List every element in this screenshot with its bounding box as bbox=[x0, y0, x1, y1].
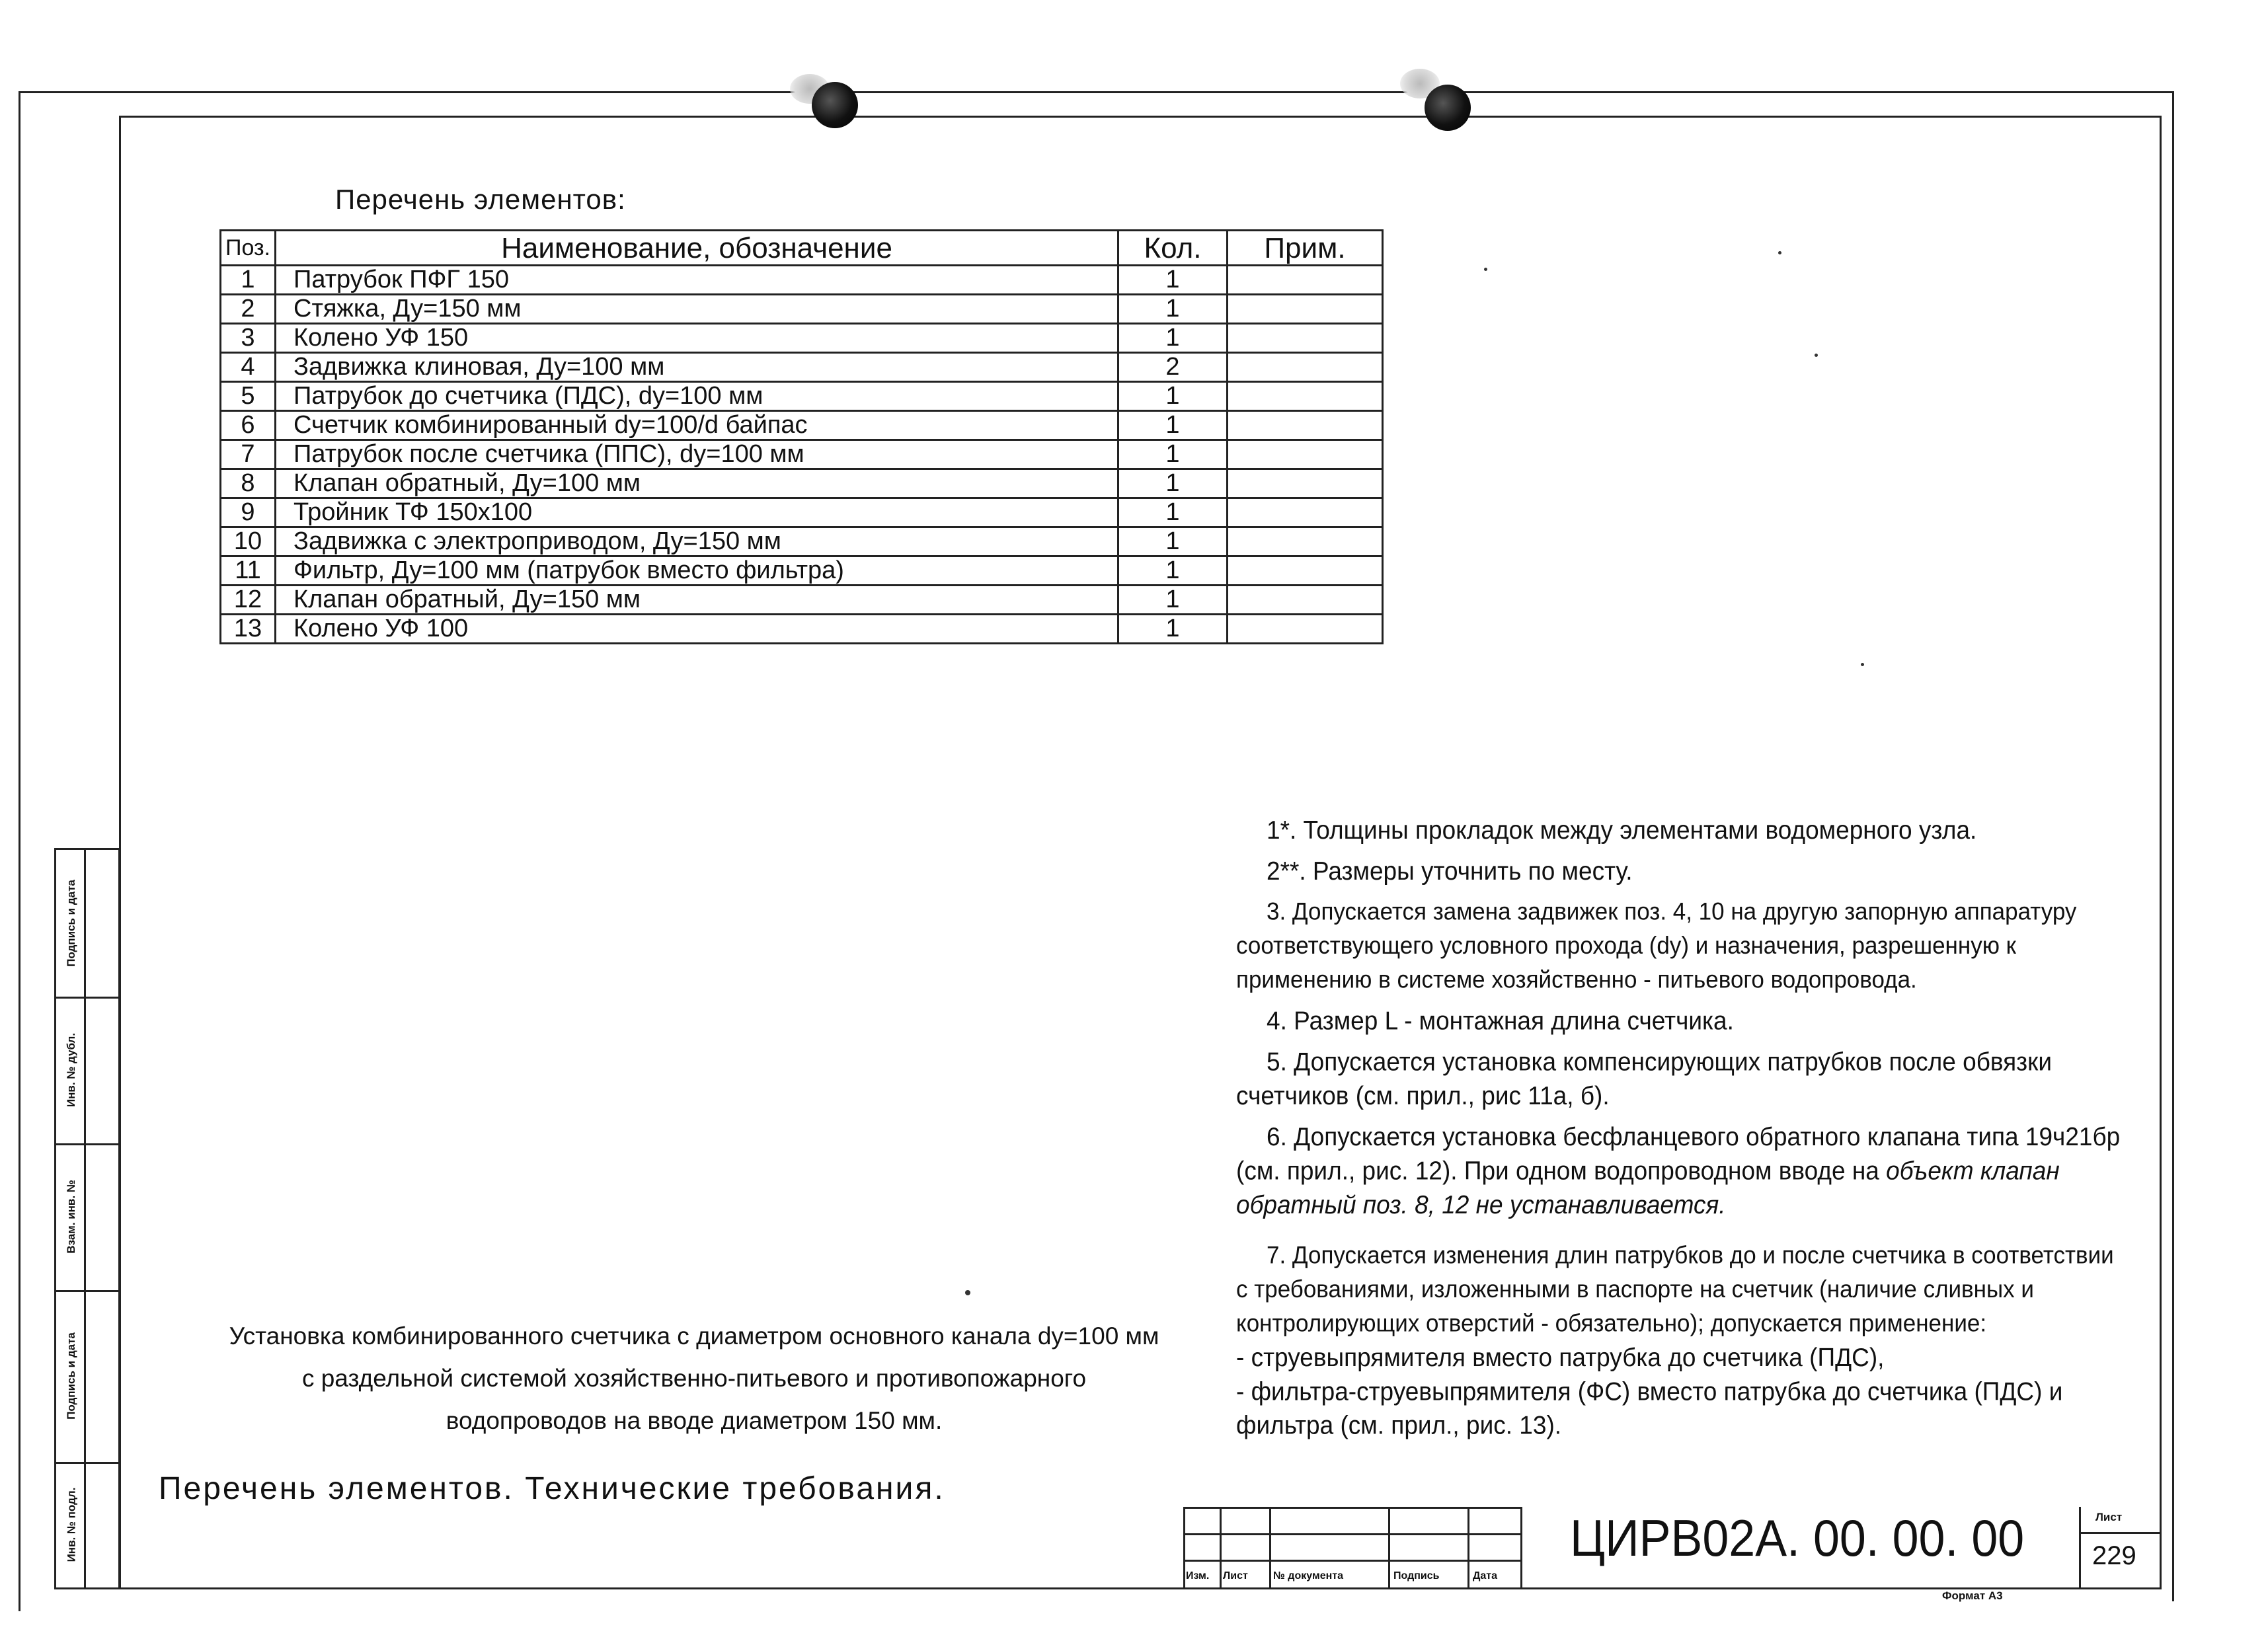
requirement-3: 3. Допускается замена задвижек поз. 4, 10 на другую запорную аппаратуру соответствующего условного прохода (dy) и назначения, разрешенную к применению в системе хозяйственно - питьевого водопровода. bbox=[1236, 898, 2077, 993]
sheet-title: Перечень элементов. Технические требования. bbox=[159, 1471, 945, 1506]
tb-rule bbox=[1183, 1507, 1185, 1589]
table-row bbox=[221, 469, 1383, 498]
tb-rule bbox=[1467, 1507, 1469, 1589]
cell-qty: 2 bbox=[1118, 353, 1228, 382]
table-row bbox=[221, 353, 1383, 382]
cell-note bbox=[1228, 353, 1383, 382]
pushpin-left-icon bbox=[812, 82, 858, 128]
outer-frame-left-edge bbox=[19, 91, 20, 1611]
scan-speck bbox=[965, 1290, 970, 1295]
requirement-7-option-1: - струевыпрямителя вместо патрубка до счетчика (ПДС), bbox=[1236, 1343, 1885, 1372]
cell-qty: 1 bbox=[1118, 469, 1228, 498]
tb-rule bbox=[1269, 1507, 1271, 1589]
side-label bbox=[59, 1143, 84, 1290]
table-header-row bbox=[221, 231, 1383, 266]
side-label bbox=[59, 1462, 84, 1587]
cell-note bbox=[1228, 615, 1383, 644]
tb-rule bbox=[2079, 1532, 2162, 1534]
scan-speck bbox=[1484, 268, 1487, 271]
format-label: Формат А3 bbox=[1942, 1589, 2003, 1602]
cell-pos: 10 bbox=[221, 527, 276, 556]
side-divider bbox=[84, 850, 86, 997]
scan-speck bbox=[1861, 663, 1864, 666]
scan-speck bbox=[1815, 354, 1818, 357]
tb-rule bbox=[1183, 1533, 1520, 1535]
cell-note bbox=[1228, 527, 1383, 556]
cell-pos: 4 bbox=[221, 353, 276, 382]
cell-qty: 1 bbox=[1118, 266, 1228, 295]
cell-name: Патрубок до счетчика (ПДС), dy=100 мм bbox=[276, 382, 1118, 411]
table-row bbox=[221, 324, 1383, 353]
side-label-text: Инв. № дубл. bbox=[65, 1032, 77, 1108]
caption-line-2: с раздельной системой хозяйственно-питьевого и противопожарного bbox=[301, 1365, 1087, 1392]
side-label bbox=[59, 850, 84, 997]
requirement-7: 7. Допускается изменения длин патрубков до и после счетчика в соответствии с требованиями, изложенными в паспорте на счетчик (наличие сливных и контролирующих отверстий - обязательно); допускается применение: bbox=[1236, 1241, 2114, 1337]
cell-note bbox=[1228, 586, 1383, 615]
cell-pos: 3 bbox=[221, 324, 276, 353]
side-stamp-strip bbox=[54, 848, 120, 1589]
cell-note bbox=[1228, 295, 1383, 324]
side-cell-vzam-inv bbox=[56, 1143, 118, 1292]
tb-col-izm: Изм. bbox=[1186, 1570, 1210, 1582]
cell-qty: 1 bbox=[1118, 295, 1228, 324]
requirement-7-options bbox=[1236, 1340, 2122, 1442]
table-row bbox=[221, 440, 1383, 469]
table-row bbox=[221, 266, 1383, 295]
cell-pos: 12 bbox=[221, 586, 276, 615]
cell-qty: 1 bbox=[1118, 556, 1228, 586]
cell-qty: 1 bbox=[1118, 498, 1228, 527]
sheet-number: 229 bbox=[2092, 1541, 2136, 1570]
side-divider bbox=[84, 1290, 86, 1462]
cell-note bbox=[1228, 469, 1383, 498]
table-row bbox=[221, 527, 1383, 556]
cell-qty: 1 bbox=[1118, 440, 1228, 469]
requirement-2: 2**. Размеры уточнить по месту. bbox=[1267, 857, 1633, 886]
cell-pos: 7 bbox=[221, 440, 276, 469]
tb-rule bbox=[1388, 1507, 1390, 1589]
table-body bbox=[221, 266, 1383, 644]
table-row bbox=[221, 411, 1383, 440]
requirement-1: 1*. Толщины прокладок между элементами водомерного узла. bbox=[1267, 816, 1977, 845]
cell-name: Задвижка клиновая, Ду=100 мм bbox=[276, 353, 1118, 382]
requirement-6 bbox=[1236, 1120, 2122, 1221]
cell-name: Стяжка, Ду=150 мм bbox=[276, 295, 1118, 324]
table-row bbox=[221, 382, 1383, 411]
tb-rule bbox=[1220, 1507, 1222, 1589]
cell-qty: 1 bbox=[1118, 586, 1228, 615]
cell-name: Колено УФ 150 bbox=[276, 324, 1118, 353]
tb-rule bbox=[1183, 1507, 1520, 1509]
header-name: Наименование, обозначение bbox=[276, 231, 1118, 266]
requirement-4: 4. Размер L - монтажная длина счетчика. bbox=[1267, 1006, 1734, 1035]
cell-qty: 1 bbox=[1118, 411, 1228, 440]
header-qty: Кол. bbox=[1118, 231, 1228, 266]
cell-note bbox=[1228, 498, 1383, 527]
cell-pos: 1 bbox=[221, 266, 276, 295]
header-pos: Поз. bbox=[221, 231, 276, 266]
caption-line-3: водопроводов на вводе диаметром 150 мм. bbox=[446, 1407, 943, 1434]
side-cell-sign-date-1 bbox=[56, 850, 118, 999]
caption-line-1: Установка комбинированного счетчика с диаметром основного канала dy=100 мм bbox=[229, 1322, 1159, 1350]
sheet-label: Лист bbox=[2095, 1511, 2123, 1523]
cell-pos: 5 bbox=[221, 382, 276, 411]
drawing-caption bbox=[165, 1315, 1223, 1442]
cell-qty: 1 bbox=[1118, 615, 1228, 644]
technical-requirements bbox=[1236, 813, 2122, 1442]
tb-rule bbox=[1183, 1560, 1520, 1562]
cell-note bbox=[1228, 382, 1383, 411]
requirement-6-text: 6. Допускается установка бесфланцевого обратного клапана типа 19ч21бр (см. прил., рис. 12). При одном водопроводном вводе на bbox=[1236, 1122, 2121, 1185]
cell-pos: 6 bbox=[221, 411, 276, 440]
tb-rule bbox=[2079, 1507, 2081, 1589]
table-row bbox=[221, 295, 1383, 324]
element-list-title: Перечень элементов: bbox=[335, 184, 626, 215]
side-cell-inv-dup bbox=[56, 997, 118, 1145]
side-label-text: Взам. инв. № bbox=[65, 1180, 78, 1254]
cell-pos: 9 bbox=[221, 498, 276, 527]
side-label bbox=[59, 1290, 84, 1462]
cell-note bbox=[1228, 266, 1383, 295]
side-divider bbox=[84, 1143, 86, 1290]
cell-pos: 13 bbox=[221, 615, 276, 644]
tb-rule bbox=[1520, 1507, 1522, 1589]
cell-pos: 8 bbox=[221, 469, 276, 498]
side-divider bbox=[84, 997, 86, 1143]
requirement-6-italic: объект клапан обратный поз. 8, 12 не устанавливается. bbox=[1236, 1156, 2060, 1219]
requirement-5: 5. Допускается установка компенсирующих патрубков после обвязки счетчиков (см. прил., рис 11а, б). bbox=[1236, 1047, 2052, 1110]
tb-col-list: Лист bbox=[1223, 1570, 1248, 1582]
cell-name: Патрубок после счетчика (ППС), dy=100 мм bbox=[276, 440, 1118, 469]
cell-name: Колено УФ 100 bbox=[276, 615, 1118, 644]
side-label bbox=[59, 997, 84, 1143]
cell-name: Фильтр, Ду=100 мм (патрубок вместо фильтра) bbox=[276, 556, 1118, 586]
title-block bbox=[1183, 1507, 2162, 1589]
pushpin-right-icon bbox=[1425, 85, 1471, 131]
side-label-text: Подпись и дата bbox=[65, 1332, 77, 1420]
tb-col-date: Дата bbox=[1473, 1570, 1498, 1582]
elements-table bbox=[219, 229, 1384, 644]
tb-col-sign: Подпись bbox=[1393, 1570, 1440, 1582]
side-divider bbox=[84, 1462, 86, 1587]
cell-name: Тройник ТФ 150х100 bbox=[276, 498, 1118, 527]
document-code: ЦИРВ02А. 00. 00. 00 bbox=[1570, 1509, 2025, 1567]
table-row bbox=[221, 498, 1383, 527]
cell-pos: 2 bbox=[221, 295, 276, 324]
table-row bbox=[221, 586, 1383, 615]
cell-name: Счетчик комбинированный dy=100/d байпас bbox=[276, 411, 1118, 440]
header-note: Прим. bbox=[1228, 231, 1383, 266]
cell-name: Клапан обратный, Ду=150 мм bbox=[276, 586, 1118, 615]
cell-note bbox=[1228, 324, 1383, 353]
cell-qty: 1 bbox=[1118, 527, 1228, 556]
side-cell-sign-date-2 bbox=[56, 1290, 118, 1464]
cell-qty: 1 bbox=[1118, 382, 1228, 411]
cell-name: Задвижка с электроприводом, Ду=150 мм bbox=[276, 527, 1118, 556]
requirement-7-option-2: - фильтра-струевыпрямителя (ФС) вместо патрубка до счетчика (ПДС) и фильтра (см. прил., рис. 13). bbox=[1236, 1377, 2063, 1440]
cell-note bbox=[1228, 440, 1383, 469]
cell-note bbox=[1228, 411, 1383, 440]
table-row bbox=[221, 556, 1383, 586]
scan-speck bbox=[1778, 251, 1781, 254]
cell-qty: 1 bbox=[1118, 324, 1228, 353]
cell-name: Патрубок ПФГ 150 bbox=[276, 266, 1118, 295]
cell-name: Клапан обратный, Ду=100 мм bbox=[276, 469, 1118, 498]
tb-col-doc: № документа bbox=[1273, 1570, 1344, 1582]
side-label-text: Инв. № подл. bbox=[65, 1487, 77, 1562]
cell-note bbox=[1228, 556, 1383, 586]
side-label-text: Подпись и дата bbox=[65, 880, 77, 967]
cell-pos: 11 bbox=[221, 556, 276, 586]
table-row bbox=[221, 615, 1383, 644]
side-cell-inv-orig bbox=[56, 1462, 118, 1587]
